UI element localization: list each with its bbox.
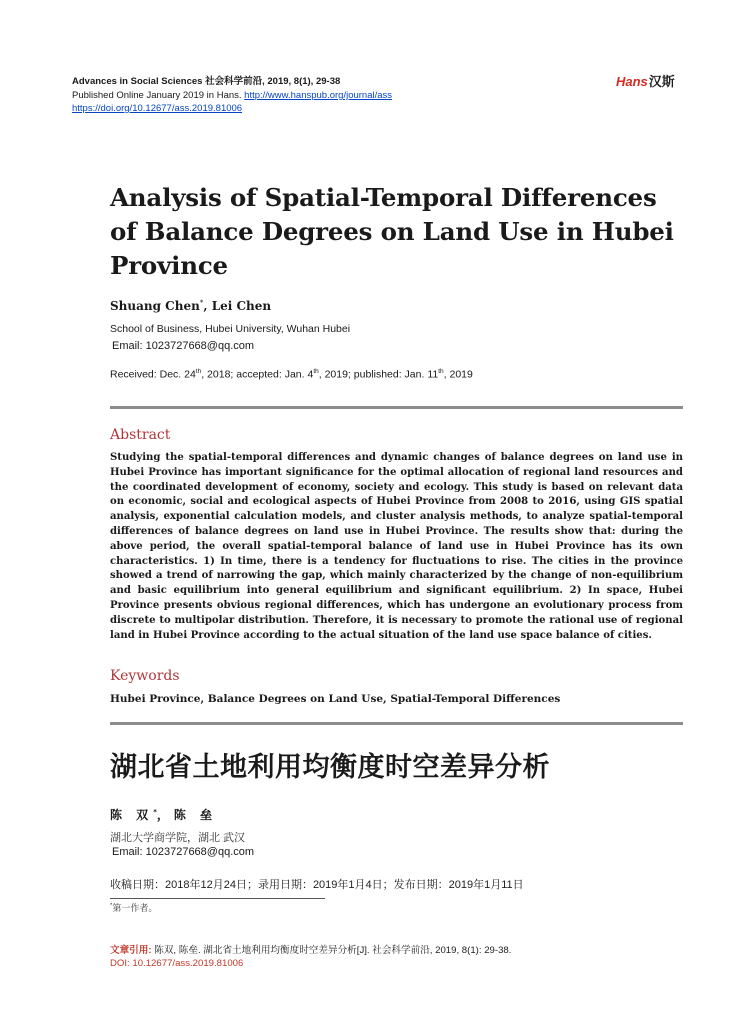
section-divider-bottom — [110, 722, 683, 725]
logo-cn-text: 汉斯 — [648, 74, 675, 89]
journal-url-link[interactable]: http://www.hanspub.org/journal/ass — [244, 90, 393, 101]
author-list — [110, 299, 271, 313]
section-divider-top — [110, 406, 683, 409]
chinese-author-list — [110, 806, 217, 823]
journal-name-en: Advances in Social Sciences — [72, 76, 203, 87]
received-sup: th — [195, 368, 202, 375]
journal-name-cn: 社会科学前沿 — [205, 76, 263, 87]
paper-dates — [110, 368, 473, 381]
footnote-text: 第一作者。 — [112, 903, 158, 913]
accepted-sup: th — [313, 368, 319, 375]
author-separator: , — [203, 299, 212, 313]
abstract-heading: Abstract — [110, 427, 171, 443]
abstract-text: Studying the spatial-temporal differences and dynamic changes of balance degrees on land use in Hubei Province has important significance for the optimal allocation of regional land resources and the coordinated development of economy, society and ecology. This study is based on relevant data on economic, social and ecological aspects of Hubei Province from 2008 to 2016, using GIS spatial analysis, exponential calculation models, and cluster analysis methods, to analyze spatial-temporal differences of balance degrees on land use in Hubei Province. The results show that: during the above period, the overall spatial-temporal balance of land use in Hubei Province has its own characteristics. 1) In time, there is a tendency for fluctuations to rise. The cities in the province showed a trend of narrowing the gap, which mainly characterized by the change of non-equilibrium and basic equilibrium into general equilibrium and significant equilibrium. 2) In space, Hubei Province presents obvious regional differences, which has undergone an evolutionary process from discrete to multipolar distribution. Therefore, it is necessary to promote the rational use of regional land in Hubei Province according to the actual situation of the land use space balance of cities. — [110, 452, 683, 641]
footnote — [110, 901, 157, 914]
chinese-email: Email: 1023727668@qq.com — [112, 846, 255, 858]
logo-hans-text: Hans — [616, 74, 648, 89]
footnote-mark: * — [110, 903, 113, 909]
citation-label: 文章引用: — [110, 945, 152, 956]
chinese-dates: 收稿日期：2018年12月24日；录用日期：2019年1月4日；发布日期：2019年1月11日 — [110, 879, 524, 891]
hans-logo — [616, 71, 675, 90]
chinese-affiliation: 湖北大学商学院，湖北 武汉 — [110, 832, 246, 844]
published-date: , 2019; published: Jan. 11 — [318, 368, 439, 381]
citation-doi: DOI: 10.12677/ass.2019.81006 — [110, 958, 244, 969]
paper-title: Analysis of Spatial-Temporal Differences of Balance Degrees on Land Use in Hubei Province — [110, 183, 674, 280]
doi-line — [72, 102, 242, 115]
author-1: Shuang Chen — [110, 299, 200, 313]
chinese-author-separator: ， — [156, 808, 174, 822]
footnote-divider — [110, 898, 325, 899]
keywords-text: Hubei Province, Balance Degrees on Land Use, Spatial-Temporal Differences — [110, 693, 561, 705]
citation-text: 陈双, 陈垒. 湖北省土地利用均衡度时空差异分析[J]. 社会科学前沿, 2019, 8(1): 29-38. — [151, 945, 512, 956]
author-email: Email: 1023727668@qq.com — [112, 340, 255, 352]
chinese-author-1: 陈 双 — [110, 808, 154, 822]
chinese-corresponding-mark: * — [153, 808, 157, 816]
corresponding-mark: * — [199, 299, 204, 307]
keywords-heading: Keywords — [110, 668, 180, 684]
citation — [110, 942, 511, 956]
journal-header — [72, 75, 340, 88]
journal-volume-info: , 2019, 8(1), 29-38 — [262, 76, 341, 87]
published-online-text: Published Online January 2019 in Hans. — [72, 90, 245, 101]
published-sup: th — [438, 368, 444, 375]
published-year: , 2019 — [443, 368, 473, 381]
received-date: Received: Dec. 24 — [110, 368, 196, 381]
chinese-author-2: 陈 垒 — [173, 808, 218, 822]
affiliation: School of Business, Hubei University, Wuhan Hubei — [110, 323, 351, 335]
chinese-title: 湖北省土地利用均衡度时空差异分析 — [110, 752, 550, 783]
doi-url-link[interactable]: https://doi.org/10.12677/ass.2019.81006 — [72, 103, 243, 114]
publication-line — [72, 89, 392, 102]
accepted-date: , 2018; accepted: Jan. 4 — [201, 368, 314, 381]
author-2: Lei Chen — [211, 299, 272, 313]
